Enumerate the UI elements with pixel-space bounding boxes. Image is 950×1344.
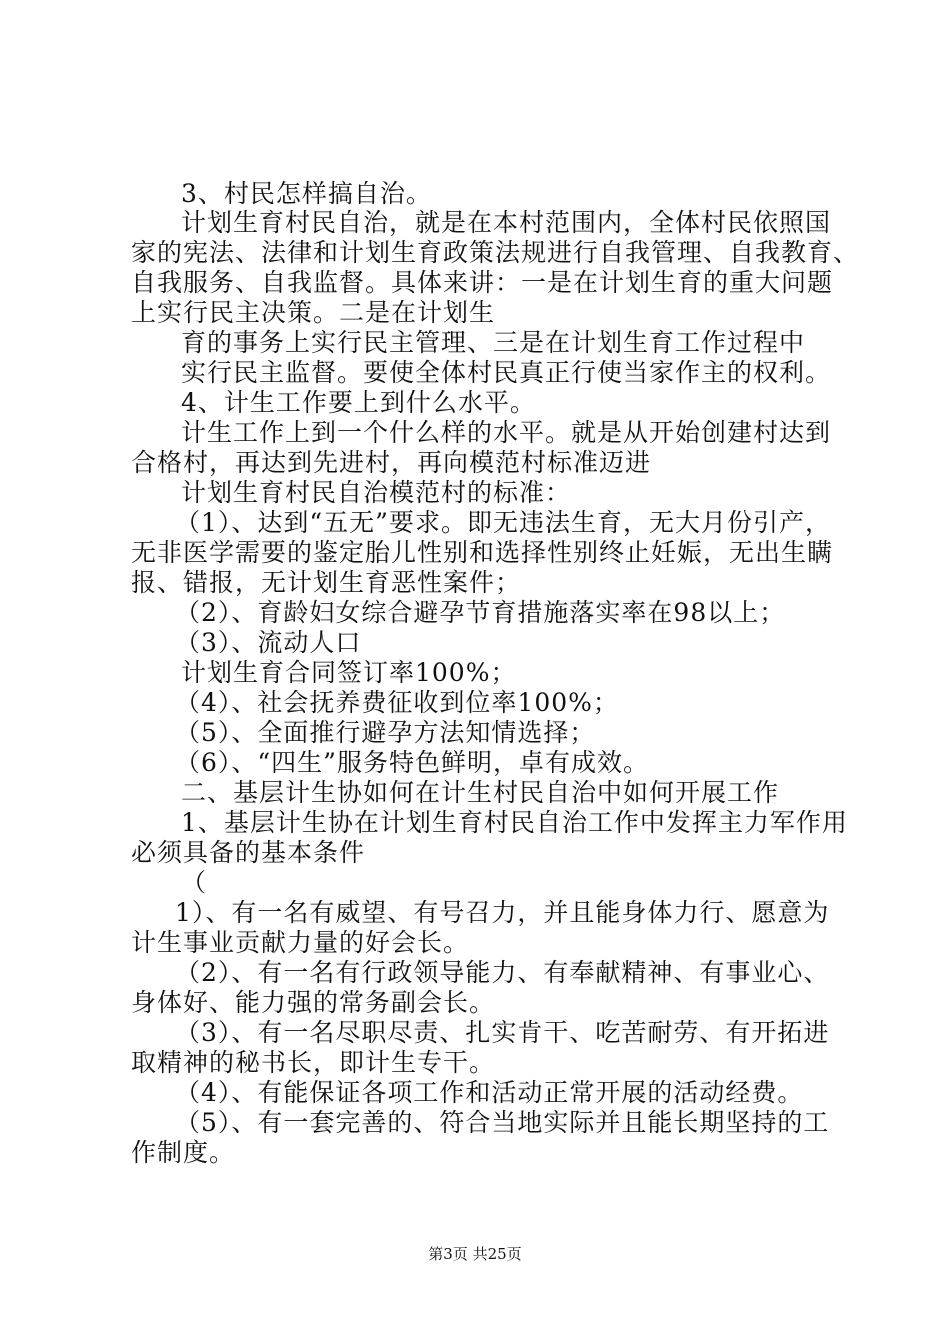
body-line: 1）、有一名有威望、有号召力，并且能身体力行、愿意为	[175, 898, 830, 927]
body-line: 报、错报，无计划生育恶性案件；	[131, 568, 522, 597]
body-line: 取精神的秘书长，即计生专干。	[131, 1048, 496, 1077]
body-line: （3）、有一名尽职尽责、扎实肯干、吃苦耐劳、有开拓进	[175, 1018, 830, 1047]
body-line: 身体好、能力强的常务副会长。	[131, 988, 496, 1017]
body-line: 合格村，再达到先进村，再向模范村标准迈进	[131, 448, 652, 477]
body-line: （	[181, 868, 208, 897]
body-line: （2）、育龄妇女综合避孕节育措施落实率在98以上；	[175, 598, 786, 627]
body-line: （2）、有一名有行政领导能力、有奉献精神、有事业心、	[175, 958, 830, 987]
body-line: （5）、有一套完善的、符合当地实际并且能长期坚持的工	[175, 1108, 830, 1137]
body-line: 必须具备的基本条件	[131, 838, 366, 867]
body-line: （3）、流动人口	[175, 628, 362, 657]
body-line: （4）、社会抚养费征收到位率100%；	[175, 688, 619, 717]
page-number-footer: 第3页 共25页	[428, 1245, 522, 1263]
body-line: 计生工作上到一个什么样的水平。就是从开始创建村达到	[181, 418, 832, 447]
body-line: 育的事务上实行民主管理、三是在计划生育工作过程中	[181, 328, 806, 357]
body-line: 家的宪法、法律和计划生育政策法规进行自我管理、自我教育、	[131, 238, 860, 267]
body-line: （1）、达到“五无”要求。即无违法生育，无大月份引产，	[175, 508, 831, 537]
body-line: 作制度。	[131, 1138, 236, 1167]
body-line: 实行民主监督。要使全体村民真正行使当家作主的权利。	[181, 358, 832, 387]
body-line: 自我服务、自我监督。具体来讲：一是在计划生育的重大问题	[131, 268, 834, 297]
body-line: 上实行民主决策。二是在计划生	[131, 298, 496, 327]
body-line: 1、基层计生协在计划生育村民自治工作中发挥主力军作用	[181, 808, 848, 837]
body-line: 计划生育村民自治模范村的标准：	[181, 478, 572, 507]
body-line: （5）、全面推行避孕方法知情选择；	[175, 718, 596, 747]
body-line: 3、村民怎样搞自治。	[181, 179, 432, 208]
body-line: （6）、“四生”服务特色鲜明，卓有成效。	[175, 748, 649, 777]
body-line: 计划生育合同签订率100%；	[181, 658, 517, 687]
body-line: （4）、有能保证各项工作和活动正常开展的活动经费。	[175, 1078, 804, 1107]
section-heading: 二、基层计生协如何在计生村民自治中如何开展工作	[181, 778, 780, 807]
body-line: 4、计生工作要上到什么水平。	[181, 388, 536, 417]
body-line: 无非医学需要的鉴定胎儿性别和选择性别终止妊娠，无出生瞒	[131, 538, 834, 567]
body-line: 计生事业贡献力量的好会长。	[131, 928, 470, 957]
body-line: 计划生育村民自治，就是在本村范围内，全体村民依照国	[181, 208, 832, 237]
